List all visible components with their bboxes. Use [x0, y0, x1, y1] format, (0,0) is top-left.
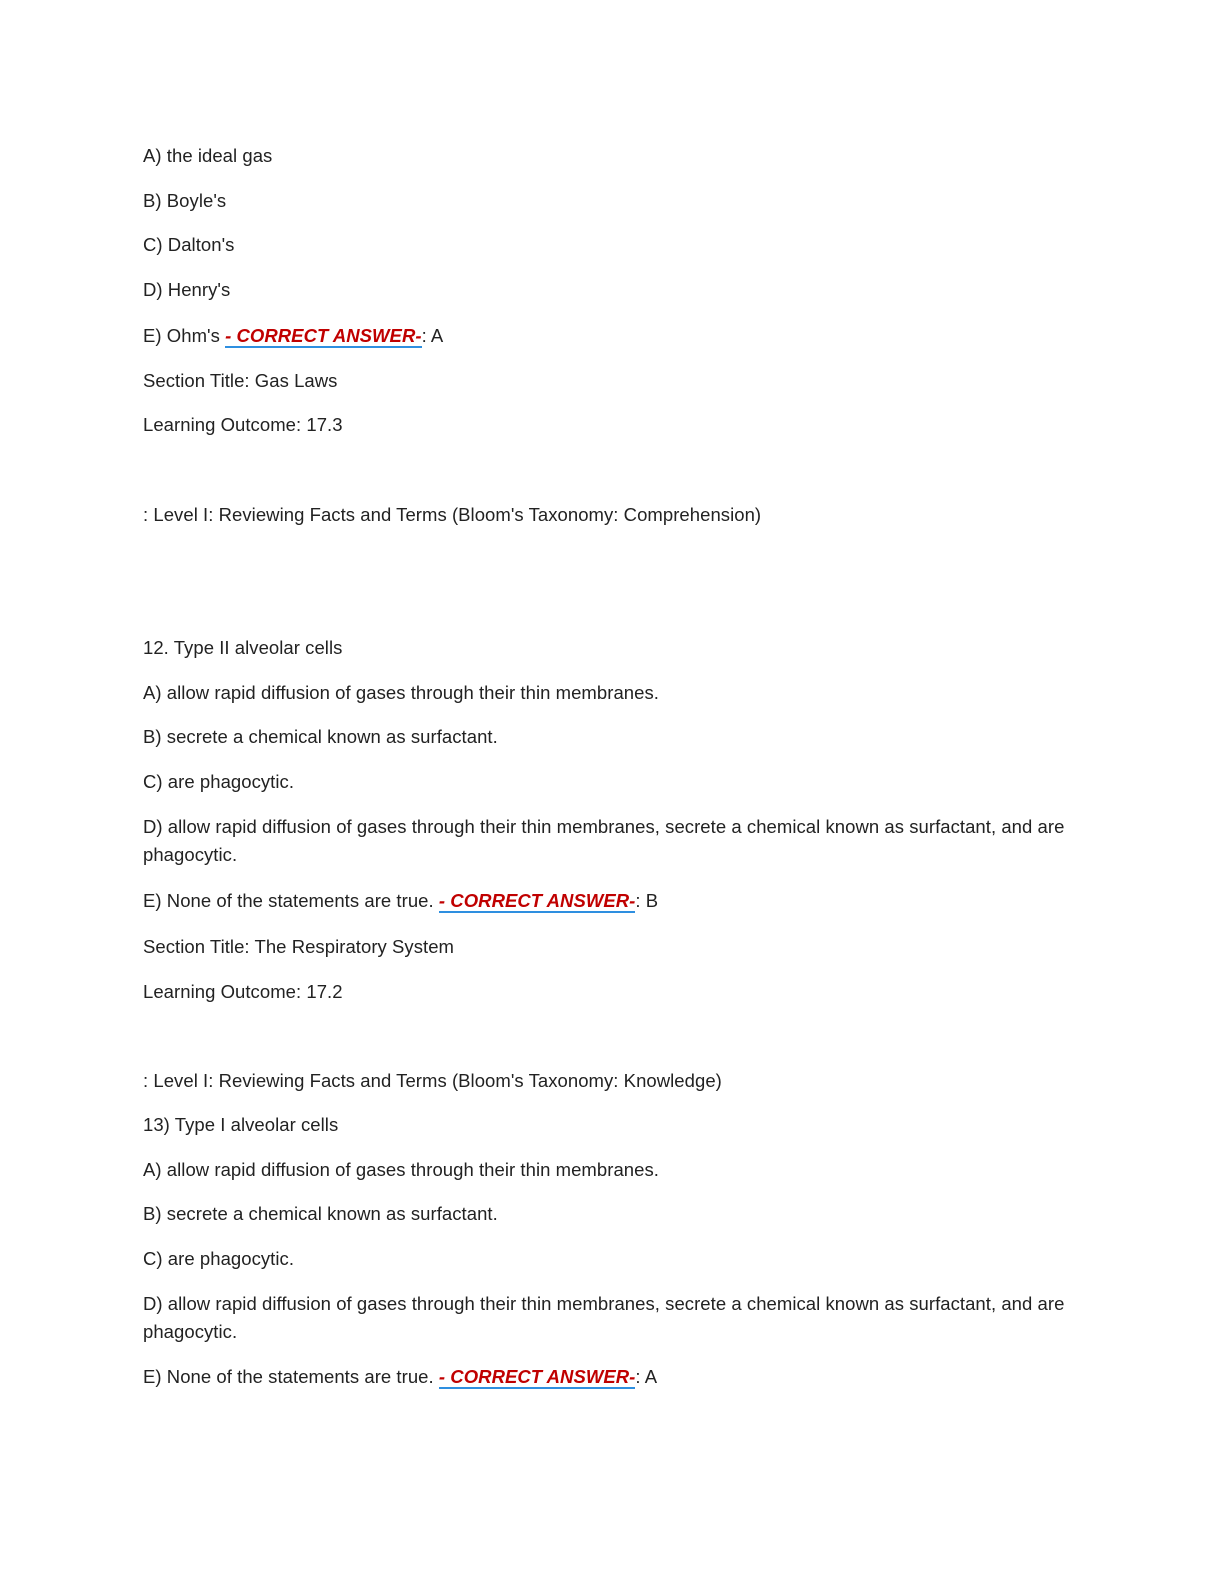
q11-option-a: A) the ideal gas [143, 145, 273, 166]
q13-option-e-line [143, 1363, 657, 1391]
q11-option-e-line [143, 322, 443, 350]
q13-correct-answer-label: - CORRECT ANSWER- [438, 1366, 636, 1387]
q13-option-c: C) are phagocytic. [143, 1248, 295, 1269]
q13-option-d: D) allow rapid diffusion of gases through their thin membranes, secrete a chemical known as surfactant, and are phagocytic. [143, 1293, 1065, 1342]
q13-answer: : A [635, 1366, 658, 1387]
q12-correct-answer-label: - CORRECT ANSWER- [438, 890, 636, 911]
q13-question: 13) Type I alveolar cells [143, 1114, 339, 1135]
q11-section-title: Section Title: Gas Laws [143, 370, 338, 391]
q12-option-a: A) allow rapid diffusion of gases through their thin membranes. [143, 682, 659, 703]
q12-learning-outcome: Learning Outcome: 17.2 [143, 981, 343, 1002]
q11-learning-outcome: Learning Outcome: 17.3 [143, 414, 343, 435]
q12-option-b: B) secrete a chemical known as surfactant. [143, 726, 498, 747]
q11-option-b: B) Boyle's [143, 190, 227, 211]
q11-option-c: C) Dalton's [143, 234, 235, 255]
q13-option-a: A) allow rapid diffusion of gases through their thin membranes. [143, 1159, 659, 1180]
q12-level: : Level I: Reviewing Facts and Terms (Bloom's Taxonomy: Knowledge) [143, 1070, 722, 1091]
q11-level: : Level I: Reviewing Facts and Terms (Bloom's Taxonomy: Comprehension) [143, 504, 762, 525]
q11-option-e: E) Ohm's [143, 325, 226, 346]
q12-answer: : B [635, 890, 659, 911]
q11-correct-answer-label: - CORRECT ANSWER- [225, 325, 422, 346]
q11-option-d: D) Henry's [143, 279, 231, 300]
q13-option-e: E) None of the statements are true. [143, 1366, 439, 1387]
q12-option-e-line [143, 887, 658, 915]
q11-answer: : A [421, 325, 444, 346]
q12-section-title: Section Title: The Respiratory System [143, 936, 454, 957]
q13-option-b: B) secrete a chemical known as surfactant. [143, 1203, 498, 1224]
q12-question: 12. Type II alveolar cells [143, 637, 343, 658]
q12-option-d: D) allow rapid diffusion of gases through their thin membranes, secrete a chemical known as surfactant, and are phagocytic. [143, 816, 1065, 865]
q12-option-e: E) None of the statements are true. [143, 890, 439, 911]
q12-option-c: C) are phagocytic. [143, 771, 295, 792]
